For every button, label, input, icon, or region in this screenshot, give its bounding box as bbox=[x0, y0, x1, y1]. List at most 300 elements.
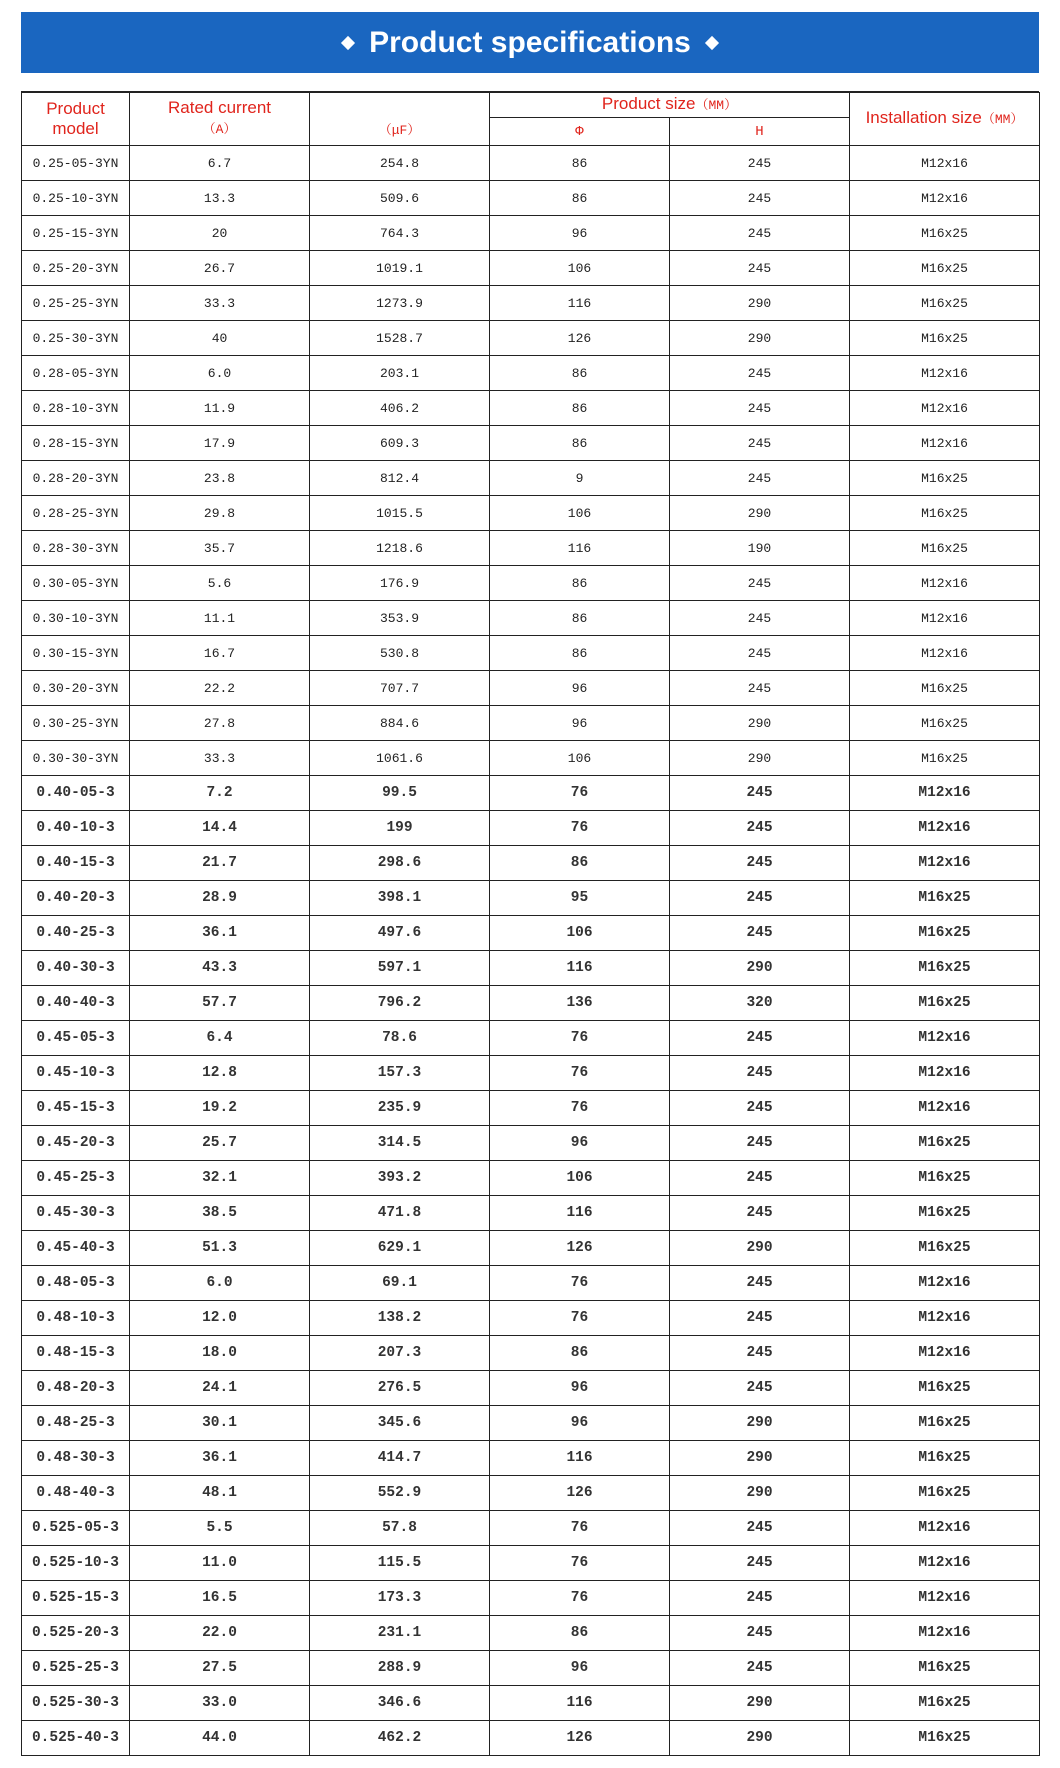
table-row bbox=[22, 951, 1040, 986]
cell-h: 245 bbox=[670, 181, 850, 216]
cell-current: 19.2 bbox=[130, 1091, 310, 1126]
cell-capacitance: 345.6 bbox=[310, 1406, 490, 1441]
header-size bbox=[490, 93, 850, 118]
table-row bbox=[22, 1231, 1040, 1266]
cell-phi: 96 bbox=[490, 671, 670, 706]
cell-current: 51.3 bbox=[130, 1231, 310, 1266]
cell-capacitance: 346.6 bbox=[310, 1686, 490, 1721]
cell-current: 48.1 bbox=[130, 1476, 310, 1511]
cell-install: M12x16 bbox=[850, 846, 1040, 881]
cell-phi: 116 bbox=[490, 951, 670, 986]
cell-current: 27.8 bbox=[130, 706, 310, 741]
cell-current: 22.0 bbox=[130, 1616, 310, 1651]
cell-model: 0.30-20-3YN bbox=[22, 671, 130, 706]
cell-phi: 76 bbox=[490, 1021, 670, 1056]
cell-phi: 106 bbox=[490, 496, 670, 531]
cell-capacitance: 406.2 bbox=[310, 391, 490, 426]
cell-model: 0.30-15-3YN bbox=[22, 636, 130, 671]
cell-current: 11.9 bbox=[130, 391, 310, 426]
cell-install: M12x16 bbox=[850, 1091, 1040, 1126]
cell-phi: 76 bbox=[490, 1581, 670, 1616]
header-current-unit: （A） bbox=[202, 122, 237, 137]
table-row bbox=[22, 1581, 1040, 1616]
cell-model: 0.45-30-3 bbox=[22, 1196, 130, 1231]
table-row bbox=[22, 1616, 1040, 1651]
cell-phi: 106 bbox=[490, 1161, 670, 1196]
cell-capacitance: 207.3 bbox=[310, 1336, 490, 1371]
cell-phi: 86 bbox=[490, 1336, 670, 1371]
cell-phi: 86 bbox=[490, 356, 670, 391]
cell-phi: 76 bbox=[490, 1091, 670, 1126]
cell-install: M16x25 bbox=[850, 1441, 1040, 1476]
page-title: Product specifications bbox=[369, 25, 691, 59]
cell-h: 245 bbox=[670, 1196, 850, 1231]
cell-h: 245 bbox=[670, 391, 850, 426]
cell-h: 245 bbox=[670, 566, 850, 601]
table-header bbox=[22, 93, 1040, 146]
cell-model: 0.48-05-3 bbox=[22, 1266, 130, 1301]
header-model bbox=[22, 93, 130, 146]
cell-model: 0.40-40-3 bbox=[22, 986, 130, 1021]
cell-current: 7.2 bbox=[130, 776, 310, 811]
cell-phi: 86 bbox=[490, 146, 670, 181]
cell-install: M12x16 bbox=[850, 1301, 1040, 1336]
cell-model: 0.45-10-3 bbox=[22, 1056, 130, 1091]
cell-h: 290 bbox=[670, 1721, 850, 1756]
cell-phi: 86 bbox=[490, 426, 670, 461]
cell-install: M12x16 bbox=[850, 566, 1040, 601]
table-row bbox=[22, 636, 1040, 671]
cell-phi: 126 bbox=[490, 1231, 670, 1266]
table-body bbox=[22, 146, 1040, 1756]
cell-model: 0.48-15-3 bbox=[22, 1336, 130, 1371]
cell-capacitance: 1273.9 bbox=[310, 286, 490, 321]
table-row bbox=[22, 811, 1040, 846]
table-row bbox=[22, 146, 1040, 181]
cell-current: 36.1 bbox=[130, 1441, 310, 1476]
cell-phi: 126 bbox=[490, 1721, 670, 1756]
cell-phi: 106 bbox=[490, 741, 670, 776]
cell-model: 0.45-40-3 bbox=[22, 1231, 130, 1266]
cell-phi: 95 bbox=[490, 881, 670, 916]
cell-phi: 86 bbox=[490, 1616, 670, 1651]
cell-current: 12.0 bbox=[130, 1301, 310, 1336]
cell-h: 245 bbox=[670, 916, 850, 951]
table-row bbox=[22, 531, 1040, 566]
cell-install: M16x25 bbox=[850, 1371, 1040, 1406]
header-install bbox=[850, 93, 1040, 146]
cell-install: M12x16 bbox=[850, 776, 1040, 811]
table-row bbox=[22, 1406, 1040, 1441]
cell-model: 0.525-25-3 bbox=[22, 1651, 130, 1686]
cell-capacitance: 1015.5 bbox=[310, 496, 490, 531]
table-row bbox=[22, 1091, 1040, 1126]
cell-model: 0.25-20-3YN bbox=[22, 251, 130, 286]
cell-install: M16x25 bbox=[850, 741, 1040, 776]
cell-capacitance: 597.1 bbox=[310, 951, 490, 986]
cell-phi: 86 bbox=[490, 601, 670, 636]
cell-model: 0.45-20-3 bbox=[22, 1126, 130, 1161]
cell-current: 30.1 bbox=[130, 1406, 310, 1441]
cell-h: 245 bbox=[670, 356, 850, 391]
cell-install: M16x25 bbox=[850, 286, 1040, 321]
cell-model: 0.40-25-3 bbox=[22, 916, 130, 951]
table-row bbox=[22, 321, 1040, 356]
cell-h: 245 bbox=[670, 251, 850, 286]
cell-current: 38.5 bbox=[130, 1196, 310, 1231]
header-install-label: Installation size bbox=[865, 108, 982, 127]
cell-install: M16x25 bbox=[850, 461, 1040, 496]
cell-capacitance: 414.7 bbox=[310, 1441, 490, 1476]
table-row bbox=[22, 461, 1040, 496]
table-row bbox=[22, 496, 1040, 531]
cell-model: 0.48-30-3 bbox=[22, 1441, 130, 1476]
cell-model: 0.28-05-3YN bbox=[22, 356, 130, 391]
cell-phi: 106 bbox=[490, 251, 670, 286]
table-row bbox=[22, 1126, 1040, 1161]
cell-h: 245 bbox=[670, 811, 850, 846]
table-row bbox=[22, 1021, 1040, 1056]
cell-install: M16x25 bbox=[850, 216, 1040, 251]
table-row bbox=[22, 1336, 1040, 1371]
cell-h: 245 bbox=[670, 1091, 850, 1126]
cell-model: 0.28-20-3YN bbox=[22, 461, 130, 496]
cell-current: 57.7 bbox=[130, 986, 310, 1021]
cell-h: 245 bbox=[670, 881, 850, 916]
diamond-right-icon bbox=[705, 35, 719, 49]
cell-capacitance: 99.5 bbox=[310, 776, 490, 811]
cell-capacitance: 199 bbox=[310, 811, 490, 846]
cell-model: 0.30-25-3YN bbox=[22, 706, 130, 741]
cell-h: 245 bbox=[670, 1126, 850, 1161]
cell-install: M16x25 bbox=[850, 916, 1040, 951]
cell-model: 0.25-30-3YN bbox=[22, 321, 130, 356]
cell-model: 0.525-40-3 bbox=[22, 1721, 130, 1756]
cell-current: 35.7 bbox=[130, 531, 310, 566]
cell-h: 290 bbox=[670, 1406, 850, 1441]
cell-current: 6.0 bbox=[130, 356, 310, 391]
cell-install: M12x16 bbox=[850, 811, 1040, 846]
table-row bbox=[22, 1266, 1040, 1301]
cell-capacitance: 115.5 bbox=[310, 1546, 490, 1581]
cell-h: 245 bbox=[670, 776, 850, 811]
cell-model: 0.40-05-3 bbox=[22, 776, 130, 811]
cell-h: 245 bbox=[670, 461, 850, 496]
table-row bbox=[22, 356, 1040, 391]
cell-phi: 9 bbox=[490, 461, 670, 496]
cell-phi: 96 bbox=[490, 1406, 670, 1441]
cell-current: 33.0 bbox=[130, 1686, 310, 1721]
header-h: H bbox=[670, 118, 850, 146]
cell-h: 245 bbox=[670, 146, 850, 181]
cell-phi: 96 bbox=[490, 1371, 670, 1406]
cell-model: 0.25-10-3YN bbox=[22, 181, 130, 216]
cell-h: 245 bbox=[670, 671, 850, 706]
table-row bbox=[22, 251, 1040, 286]
cell-phi: 106 bbox=[490, 916, 670, 951]
cell-install: M12x16 bbox=[850, 1511, 1040, 1546]
table-row bbox=[22, 741, 1040, 776]
cell-h: 245 bbox=[670, 1301, 850, 1336]
cell-capacitance: 764.3 bbox=[310, 216, 490, 251]
cell-h: 290 bbox=[670, 706, 850, 741]
table-row bbox=[22, 1301, 1040, 1336]
table-row bbox=[22, 1441, 1040, 1476]
cell-phi: 96 bbox=[490, 216, 670, 251]
header-current bbox=[130, 93, 310, 146]
cell-install: M16x25 bbox=[850, 1721, 1040, 1756]
cell-current: 13.3 bbox=[130, 181, 310, 216]
table-row bbox=[22, 216, 1040, 251]
table-row bbox=[22, 1546, 1040, 1581]
cell-phi: 116 bbox=[490, 1686, 670, 1721]
cell-model: 0.45-25-3 bbox=[22, 1161, 130, 1196]
cell-h: 245 bbox=[670, 1546, 850, 1581]
cell-install: M16x25 bbox=[850, 1126, 1040, 1161]
cell-current: 44.0 bbox=[130, 1721, 310, 1756]
header-capacitance-unit: （μF） bbox=[378, 123, 421, 138]
cell-h: 290 bbox=[670, 1231, 850, 1266]
cell-current: 33.3 bbox=[130, 741, 310, 776]
cell-h: 290 bbox=[670, 321, 850, 356]
cell-model: 0.48-40-3 bbox=[22, 1476, 130, 1511]
cell-h: 290 bbox=[670, 496, 850, 531]
cell-h: 245 bbox=[670, 636, 850, 671]
cell-capacitance: 254.8 bbox=[310, 146, 490, 181]
cell-install: M12x16 bbox=[850, 1546, 1040, 1581]
cell-current: 20 bbox=[130, 216, 310, 251]
cell-current: 25.7 bbox=[130, 1126, 310, 1161]
cell-capacitance: 203.1 bbox=[310, 356, 490, 391]
header-size-label: Product size bbox=[601, 94, 696, 113]
cell-install: M16x25 bbox=[850, 881, 1040, 916]
cell-phi: 116 bbox=[490, 286, 670, 321]
cell-h: 245 bbox=[670, 216, 850, 251]
table-row bbox=[22, 601, 1040, 636]
table-row bbox=[22, 1651, 1040, 1686]
cell-capacitance: 629.1 bbox=[310, 1231, 490, 1266]
header-phi: Φ bbox=[490, 118, 670, 146]
cell-h: 320 bbox=[670, 986, 850, 1021]
table-row bbox=[22, 1721, 1040, 1756]
cell-capacitance: 298.6 bbox=[310, 846, 490, 881]
cell-model: 0.45-15-3 bbox=[22, 1091, 130, 1126]
cell-capacitance: 78.6 bbox=[310, 1021, 490, 1056]
table-row bbox=[22, 846, 1040, 881]
cell-h: 245 bbox=[670, 1371, 850, 1406]
cell-install: M12x16 bbox=[850, 356, 1040, 391]
cell-current: 6.0 bbox=[130, 1266, 310, 1301]
cell-current: 40 bbox=[130, 321, 310, 356]
cell-phi: 76 bbox=[490, 1301, 670, 1336]
cell-phi: 116 bbox=[490, 531, 670, 566]
cell-model: 0.525-15-3 bbox=[22, 1581, 130, 1616]
page-banner bbox=[21, 12, 1039, 73]
table-row bbox=[22, 776, 1040, 811]
cell-current: 11.1 bbox=[130, 601, 310, 636]
cell-current: 18.0 bbox=[130, 1336, 310, 1371]
cell-install: M16x25 bbox=[850, 951, 1040, 986]
cell-phi: 76 bbox=[490, 776, 670, 811]
table-row bbox=[22, 391, 1040, 426]
cell-install: M16x25 bbox=[850, 531, 1040, 566]
cell-model: 0.525-30-3 bbox=[22, 1686, 130, 1721]
cell-install: M12x16 bbox=[850, 181, 1040, 216]
cell-install: M16x25 bbox=[850, 1161, 1040, 1196]
table-row bbox=[22, 1511, 1040, 1546]
cell-model: 0.25-15-3YN bbox=[22, 216, 130, 251]
cell-phi: 86 bbox=[490, 181, 670, 216]
cell-phi: 116 bbox=[490, 1196, 670, 1231]
cell-model: 0.40-15-3 bbox=[22, 846, 130, 881]
cell-current: 16.7 bbox=[130, 636, 310, 671]
table-row bbox=[22, 986, 1040, 1021]
cell-h: 245 bbox=[670, 1651, 850, 1686]
cell-capacitance: 1061.6 bbox=[310, 741, 490, 776]
cell-capacitance: 552.9 bbox=[310, 1476, 490, 1511]
cell-install: M12x16 bbox=[850, 1266, 1040, 1301]
cell-h: 245 bbox=[670, 1161, 850, 1196]
cell-phi: 96 bbox=[490, 706, 670, 741]
cell-capacitance: 609.3 bbox=[310, 426, 490, 461]
cell-phi: 86 bbox=[490, 636, 670, 671]
cell-phi: 86 bbox=[490, 566, 670, 601]
cell-capacitance: 173.3 bbox=[310, 1581, 490, 1616]
cell-model: 0.40-30-3 bbox=[22, 951, 130, 986]
cell-model: 0.28-30-3YN bbox=[22, 531, 130, 566]
cell-capacitance: 707.7 bbox=[310, 671, 490, 706]
cell-install: M12x16 bbox=[850, 1336, 1040, 1371]
cell-phi: 136 bbox=[490, 986, 670, 1021]
table-row bbox=[22, 1056, 1040, 1091]
cell-install: M16x25 bbox=[850, 706, 1040, 741]
cell-capacitance: 57.8 bbox=[310, 1511, 490, 1546]
cell-current: 28.9 bbox=[130, 881, 310, 916]
cell-current: 5.6 bbox=[130, 566, 310, 601]
cell-capacitance: 231.1 bbox=[310, 1616, 490, 1651]
cell-current: 17.9 bbox=[130, 426, 310, 461]
cell-install: M16x25 bbox=[850, 251, 1040, 286]
cell-capacitance: 235.9 bbox=[310, 1091, 490, 1126]
cell-capacitance: 471.8 bbox=[310, 1196, 490, 1231]
cell-install: M16x25 bbox=[850, 1231, 1040, 1266]
table-row bbox=[22, 286, 1040, 321]
cell-install: M12x16 bbox=[850, 601, 1040, 636]
cell-install: M12x16 bbox=[850, 426, 1040, 461]
cell-model: 0.48-10-3 bbox=[22, 1301, 130, 1336]
cell-current: 36.1 bbox=[130, 916, 310, 951]
cell-capacitance: 276.5 bbox=[310, 1371, 490, 1406]
cell-install: M16x25 bbox=[850, 671, 1040, 706]
cell-capacitance: 497.6 bbox=[310, 916, 490, 951]
cell-phi: 116 bbox=[490, 1441, 670, 1476]
cell-h: 245 bbox=[670, 601, 850, 636]
cell-capacitance: 812.4 bbox=[310, 461, 490, 496]
cell-model: 0.48-20-3 bbox=[22, 1371, 130, 1406]
table-row bbox=[22, 671, 1040, 706]
cell-h: 190 bbox=[670, 531, 850, 566]
cell-model: 0.30-05-3YN bbox=[22, 566, 130, 601]
cell-capacitance: 1528.7 bbox=[310, 321, 490, 356]
cell-current: 21.7 bbox=[130, 846, 310, 881]
cell-capacitance: 157.3 bbox=[310, 1056, 490, 1091]
cell-phi: 76 bbox=[490, 1266, 670, 1301]
cell-install: M12x16 bbox=[850, 636, 1040, 671]
cell-current: 26.7 bbox=[130, 251, 310, 286]
cell-capacitance: 398.1 bbox=[310, 881, 490, 916]
cell-h: 245 bbox=[670, 1581, 850, 1616]
cell-capacitance: 393.2 bbox=[310, 1161, 490, 1196]
header-current-label: Rated current bbox=[168, 98, 271, 117]
cell-phi: 126 bbox=[490, 1476, 670, 1511]
cell-h: 245 bbox=[670, 1056, 850, 1091]
cell-h: 245 bbox=[670, 846, 850, 881]
cell-current: 12.8 bbox=[130, 1056, 310, 1091]
cell-install: M12x16 bbox=[850, 1581, 1040, 1616]
cell-h: 245 bbox=[670, 1336, 850, 1371]
cell-current: 23.8 bbox=[130, 461, 310, 496]
cell-capacitance: 884.6 bbox=[310, 706, 490, 741]
header-size-unit: （MM） bbox=[695, 98, 738, 113]
cell-model: 0.30-30-3YN bbox=[22, 741, 130, 776]
cell-current: 14.4 bbox=[130, 811, 310, 846]
cell-model: 0.48-25-3 bbox=[22, 1406, 130, 1441]
cell-h: 290 bbox=[670, 1476, 850, 1511]
cell-capacitance: 138.2 bbox=[310, 1301, 490, 1336]
cell-current: 32.1 bbox=[130, 1161, 310, 1196]
cell-h: 245 bbox=[670, 1511, 850, 1546]
spec-table bbox=[21, 92, 1040, 1756]
cell-capacitance: 1218.6 bbox=[310, 531, 490, 566]
cell-capacitance: 462.2 bbox=[310, 1721, 490, 1756]
table-row bbox=[22, 706, 1040, 741]
cell-install: M16x25 bbox=[850, 1686, 1040, 1721]
cell-model: 0.30-10-3YN bbox=[22, 601, 130, 636]
cell-model: 0.45-05-3 bbox=[22, 1021, 130, 1056]
cell-current: 16.5 bbox=[130, 1581, 310, 1616]
cell-capacitance: 288.9 bbox=[310, 1651, 490, 1686]
header-model-label: Product model bbox=[46, 99, 105, 138]
cell-install: M16x25 bbox=[850, 496, 1040, 531]
cell-model: 0.525-20-3 bbox=[22, 1616, 130, 1651]
cell-install: M16x25 bbox=[850, 1196, 1040, 1231]
cell-phi: 76 bbox=[490, 1056, 670, 1091]
table-row bbox=[22, 1476, 1040, 1511]
table-row bbox=[22, 1161, 1040, 1196]
cell-phi: 126 bbox=[490, 321, 670, 356]
cell-install: M12x16 bbox=[850, 1021, 1040, 1056]
cell-current: 22.2 bbox=[130, 671, 310, 706]
table-row bbox=[22, 916, 1040, 951]
cell-phi: 96 bbox=[490, 1126, 670, 1161]
cell-h: 245 bbox=[670, 1616, 850, 1651]
cell-h: 245 bbox=[670, 1021, 850, 1056]
cell-current: 6.4 bbox=[130, 1021, 310, 1056]
cell-install: M16x25 bbox=[850, 1476, 1040, 1511]
cell-install: M12x16 bbox=[850, 146, 1040, 181]
cell-model: 0.25-05-3YN bbox=[22, 146, 130, 181]
cell-model: 0.40-10-3 bbox=[22, 811, 130, 846]
cell-h: 245 bbox=[670, 1266, 850, 1301]
cell-current: 5.5 bbox=[130, 1511, 310, 1546]
cell-model: 0.28-15-3YN bbox=[22, 426, 130, 461]
cell-install: M12x16 bbox=[850, 391, 1040, 426]
cell-capacitance: 1019.1 bbox=[310, 251, 490, 286]
cell-model: 0.525-10-3 bbox=[22, 1546, 130, 1581]
cell-current: 27.5 bbox=[130, 1651, 310, 1686]
cell-capacitance: 314.5 bbox=[310, 1126, 490, 1161]
cell-install: M12x16 bbox=[850, 1616, 1040, 1651]
